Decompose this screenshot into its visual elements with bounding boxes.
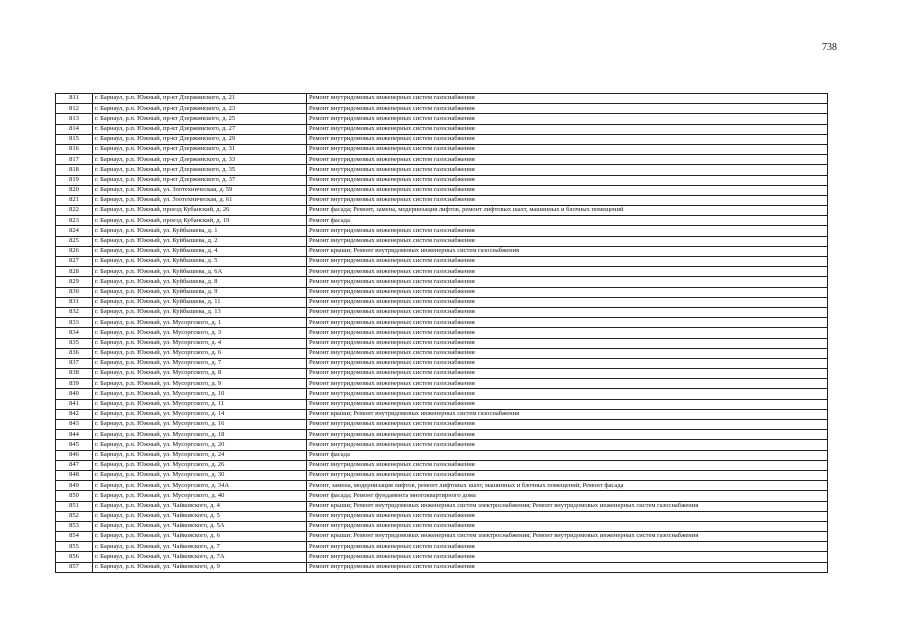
work-type-cell: Ремонт внутридомовых инженерных систем газоснабжения	[307, 114, 828, 124]
work-type-cell: Ремонт внутридомовых инженерных систем газоснабжения	[307, 348, 828, 358]
address-cell: г. Барнаул, р.п. Южный, ул. Куйбышева, д. 11	[93, 297, 307, 307]
table-row	[56, 124, 828, 134]
address-cell: г. Барнаул, р.п. Южный, ул. Чайковского, д. 7	[93, 542, 307, 552]
table-row	[56, 216, 828, 226]
row-number-cell: 812	[56, 104, 93, 114]
row-number-cell: 856	[56, 552, 93, 562]
repair-table	[55, 93, 828, 573]
table-row	[56, 379, 828, 389]
table-row	[56, 257, 828, 267]
table-row	[56, 297, 828, 307]
work-type-cell: Ремонт внутридомовых инженерных систем газоснабжения	[307, 470, 828, 480]
row-number-cell: 826	[56, 246, 93, 256]
work-type-cell: Ремонт внутридомовых инженерных систем газоснабжения	[307, 165, 828, 175]
table-row	[56, 267, 828, 277]
row-number-cell: 833	[56, 318, 93, 328]
address-cell: г. Барнаул, р.п. Южный, ул. Куйбышева, д. 9	[93, 287, 307, 297]
address-cell: г. Барнаул, р.п. Южный, ул. Мусоргского, д. 8	[93, 369, 307, 379]
row-number-cell: 840	[56, 389, 93, 399]
work-type-cell: Ремонт внутридомовых инженерных систем газоснабжения	[307, 358, 828, 368]
work-type-cell: Ремонт внутридомовых инженерных систем газоснабжения	[307, 318, 828, 328]
table-row	[56, 542, 828, 552]
work-type-cell: Ремонт внутридомовых инженерных систем газоснабжения	[307, 297, 828, 307]
work-type-cell: Ремонт внутридомовых инженерных систем газоснабжения	[307, 389, 828, 399]
table-row	[56, 328, 828, 338]
address-cell: г. Барнаул, р.п. Южный, ул. Мусоргского, д. 20	[93, 440, 307, 450]
work-type-cell: Ремонт внутридомовых инженерных систем газоснабжения	[307, 460, 828, 470]
work-type-cell: Ремонт фасада	[307, 216, 828, 226]
address-cell: г. Барнаул, р.п. Южный, пр-кт Дзержинского, д. 23	[93, 104, 307, 114]
address-cell: г. Барнаул, р.п. Южный, ул. Мусоргского, д. 7	[93, 358, 307, 368]
page-number: 738	[822, 42, 837, 53]
address-cell: г. Барнаул, р.п. Южный, ул. Мусоргского, д. 24	[93, 450, 307, 460]
table-row	[56, 206, 828, 216]
row-number-cell: 816	[56, 144, 93, 154]
table-row	[56, 501, 828, 511]
work-type-cell: Ремонт крыши; Ремонт внутридомовых инженерных систем электроснабжения; Ремонт внутридомовых инженерных систем газоснабжения	[307, 501, 828, 511]
work-type-cell: Ремонт внутридомовых инженерных систем газоснабжения	[307, 124, 828, 134]
row-number-cell: 845	[56, 440, 93, 450]
address-cell: г. Барнаул, р.п. Южный, пр-кт Дзержинского, д. 35	[93, 165, 307, 175]
work-type-cell: Ремонт внутридомовых инженерных систем газоснабжения	[307, 511, 828, 521]
row-number-cell: 854	[56, 532, 93, 542]
row-number-cell: 844	[56, 430, 93, 440]
address-cell: г. Барнаул, р.п. Южный, ул. Мусоргского, д. 40	[93, 491, 307, 501]
work-type-cell: Ремонт внутридомовых инженерных систем газоснабжения	[307, 185, 828, 195]
work-type-cell: Ремонт внутридомовых инженерных систем газоснабжения	[307, 430, 828, 440]
address-cell: г. Барнаул, р.п. Южный, ул. Куйбышева, д. 1	[93, 226, 307, 236]
address-cell: г. Барнаул, р.п. Южный, ул. Мусоргского, д. 34А	[93, 481, 307, 491]
table-row	[56, 430, 828, 440]
work-type-cell: Ремонт внутридомовых инженерных систем газоснабжения	[307, 236, 828, 246]
row-number-cell: 837	[56, 358, 93, 368]
row-number-cell: 814	[56, 124, 93, 134]
table-row	[56, 440, 828, 450]
work-type-cell: Ремонт внутридомовых инженерных систем газоснабжения	[307, 307, 828, 317]
row-number-cell: 811	[56, 94, 93, 104]
repair-table-container	[55, 93, 827, 573]
row-number-cell: 853	[56, 521, 93, 531]
address-cell: г. Барнаул, р.п. Южный, ул. Чайковского, д. 4	[93, 501, 307, 511]
row-number-cell: 815	[56, 134, 93, 144]
table-row	[56, 236, 828, 246]
table-row	[56, 348, 828, 358]
row-number-cell: 827	[56, 257, 93, 267]
table-row	[56, 226, 828, 236]
row-number-cell: 829	[56, 277, 93, 287]
address-cell: г. Барнаул, р.п. Южный, ул. Зоотехническая, д. 61	[93, 195, 307, 205]
row-number-cell: 838	[56, 369, 93, 379]
table-row	[56, 287, 828, 297]
work-type-cell: Ремонт внутридомовых инженерных систем газоснабжения	[307, 155, 828, 165]
work-type-cell: Ремонт внутридомовых инженерных систем газоснабжения	[307, 338, 828, 348]
table-row	[56, 195, 828, 205]
table-row	[56, 338, 828, 348]
work-type-cell: Ремонт внутридомовых инженерных систем газоснабжения	[307, 195, 828, 205]
row-number-cell: 850	[56, 491, 93, 501]
address-cell: г. Барнаул, р.п. Южный, ул. Мусоргского, д. 1	[93, 318, 307, 328]
row-number-cell: 830	[56, 287, 93, 297]
address-cell: г. Барнаул, р.п. Южный, ул. Мусоргского, д. 4	[93, 338, 307, 348]
work-type-cell: Ремонт внутридомовых инженерных систем газоснабжения	[307, 328, 828, 338]
row-number-cell: 822	[56, 206, 93, 216]
row-number-cell: 839	[56, 379, 93, 389]
row-number-cell: 851	[56, 501, 93, 511]
address-cell: г. Барнаул, р.п. Южный, ул. Куйбышева, д. 6А	[93, 267, 307, 277]
work-type-cell: Ремонт внутридомовых инженерных систем газоснабжения	[307, 104, 828, 114]
row-number-cell: 813	[56, 114, 93, 124]
work-type-cell: Ремонт внутридомовых инженерных систем газоснабжения	[307, 226, 828, 236]
row-number-cell: 846	[56, 450, 93, 460]
row-number-cell: 855	[56, 542, 93, 552]
row-number-cell: 843	[56, 420, 93, 430]
address-cell: г. Барнаул, р.п. Южный, ул. Чайковского, д. 5	[93, 511, 307, 521]
address-cell: г. Барнаул, р.п. Южный, ул. Зоотехническая, д. 59	[93, 185, 307, 195]
row-number-cell: 824	[56, 226, 93, 236]
table-row	[56, 134, 828, 144]
work-type-cell: Ремонт внутридомовых инженерных систем газоснабжения	[307, 257, 828, 267]
address-cell: г. Барнаул, р.п. Южный, пр-кт Дзержинского, д. 25	[93, 114, 307, 124]
address-cell: г. Барнаул, р.п. Южный, ул. Мусоргского, д. 3	[93, 328, 307, 338]
work-type-cell: Ремонт внутридомовых инженерных систем газоснабжения	[307, 562, 828, 572]
table-row	[56, 399, 828, 409]
work-type-cell: Ремонт крыши; Ремонт внутридомовых инженерных систем газоснабжения	[307, 409, 828, 419]
work-type-cell: Ремонт внутридомовых инженерных систем газоснабжения	[307, 440, 828, 450]
work-type-cell: Ремонт крыши; Ремонт внутридомовых инженерных систем газоснабжения	[307, 246, 828, 256]
table-row	[56, 470, 828, 480]
work-type-cell: Ремонт внутридомовых инженерных систем газоснабжения	[307, 144, 828, 154]
address-cell: г. Барнаул, р.п. Южный, ул. Куйбышева, д. 8	[93, 277, 307, 287]
work-type-cell: Ремонт внутридомовых инженерных систем газоснабжения	[307, 542, 828, 552]
work-type-cell: Ремонт внутридомовых инженерных систем газоснабжения	[307, 287, 828, 297]
table-row	[56, 358, 828, 368]
address-cell: г. Барнаул, р.п. Южный, ул. Мусоргского, д. 9	[93, 379, 307, 389]
row-number-cell: 836	[56, 348, 93, 358]
work-type-cell: Ремонт внутридомовых инженерных систем газоснабжения	[307, 267, 828, 277]
row-number-cell: 818	[56, 165, 93, 175]
address-cell: г. Барнаул, р.п. Южный, проезд Кубанский, д. 19	[93, 216, 307, 226]
address-cell: г. Барнаул, р.п. Южный, ул. Чайковского, д. 7А	[93, 552, 307, 562]
row-number-cell: 817	[56, 155, 93, 165]
work-type-cell: Ремонт внутридомовых инженерных систем газоснабжения	[307, 399, 828, 409]
table-row	[56, 175, 828, 185]
address-cell: г. Барнаул, р.п. Южный, пр-кт Дзержинского, д. 37	[93, 175, 307, 185]
table-row	[56, 318, 828, 328]
address-cell: г. Барнаул, р.п. Южный, пр-кт Дзержинского, д. 33	[93, 155, 307, 165]
work-type-cell: Ремонт внутридомовых инженерных систем газоснабжения	[307, 134, 828, 144]
work-type-cell: Ремонт фасада	[307, 450, 828, 460]
row-number-cell: 831	[56, 297, 93, 307]
table-row	[56, 246, 828, 256]
table-row	[56, 450, 828, 460]
work-type-cell: Ремонт фасада; Ремонт, замена, модернизация лифтов, ремонт лифтовых шахт, машинных и блочных помещений	[307, 206, 828, 216]
table-row	[56, 521, 828, 531]
work-type-cell: Ремонт фасада; Ремонт фундамента многоквартирного дома	[307, 491, 828, 501]
address-cell: г. Барнаул, р.п. Южный, пр-кт Дзержинского, д. 21	[93, 94, 307, 104]
table-row	[56, 389, 828, 399]
row-number-cell: 852	[56, 511, 93, 521]
address-cell: г. Барнаул, р.п. Южный, ул. Мусоргского, д. 16	[93, 420, 307, 430]
work-type-cell: Ремонт внутридомовых инженерных систем газоснабжения	[307, 521, 828, 531]
row-number-cell: 842	[56, 409, 93, 419]
address-cell: г. Барнаул, р.п. Южный, пр-кт Дзержинского, д. 27	[93, 124, 307, 134]
row-number-cell: 848	[56, 470, 93, 480]
address-cell: г. Барнаул, р.п. Южный, ул. Куйбышева, д. 4	[93, 246, 307, 256]
table-row	[56, 491, 828, 501]
work-type-cell: Ремонт внутридомовых инженерных систем газоснабжения	[307, 420, 828, 430]
address-cell: г. Барнаул, р.п. Южный, ул. Чайковского, д. 6	[93, 532, 307, 542]
table-row	[56, 185, 828, 195]
table-row	[56, 511, 828, 521]
table-row	[56, 420, 828, 430]
address-cell: г. Барнаул, р.п. Южный, ул. Мусоргского, д. 11	[93, 399, 307, 409]
table-row	[56, 155, 828, 165]
address-cell: г. Барнаул, р.п. Южный, ул. Чайковского, д. 9	[93, 562, 307, 572]
table-row	[56, 460, 828, 470]
table-row	[56, 114, 828, 124]
table-row	[56, 277, 828, 287]
table-row	[56, 144, 828, 154]
address-cell: г. Барнаул, р.п. Южный, ул. Куйбышева, д. 5	[93, 257, 307, 267]
table-row	[56, 165, 828, 175]
work-type-cell: Ремонт внутридомовых инженерных систем газоснабжения	[307, 277, 828, 287]
table-row	[56, 369, 828, 379]
work-type-cell: Ремонт внутридомовых инженерных систем газоснабжения	[307, 175, 828, 185]
table-body	[56, 94, 828, 573]
work-type-cell: Ремонт внутридомовых инженерных систем газоснабжения	[307, 369, 828, 379]
address-cell: г. Барнаул, р.п. Южный, ул. Куйбышева, д. 2	[93, 236, 307, 246]
address-cell: г. Барнаул, р.п. Южный, пр-кт Дзержинского, д. 31	[93, 144, 307, 154]
table-row	[56, 532, 828, 542]
address-cell: г. Барнаул, р.п. Южный, ул. Мусоргского, д. 14	[93, 409, 307, 419]
row-number-cell: 820	[56, 185, 93, 195]
row-number-cell: 834	[56, 328, 93, 338]
table-row	[56, 307, 828, 317]
address-cell: г. Барнаул, р.п. Южный, ул. Мусоргского, д. 6	[93, 348, 307, 358]
row-number-cell: 841	[56, 399, 93, 409]
row-number-cell: 835	[56, 338, 93, 348]
work-type-cell: Ремонт, замена, модернизация лифтов, ремонт лифтовых шахт, машинных и блочных помещений; Ремонт фасада	[307, 481, 828, 491]
address-cell: г. Барнаул, р.п. Южный, ул. Куйбышева, д. 13	[93, 307, 307, 317]
row-number-cell: 857	[56, 562, 93, 572]
work-type-cell: Ремонт крыши; Ремонт внутридомовых инженерных систем электроснабжения; Ремонт внутридомовых инженерных систем газоснабжения	[307, 532, 828, 542]
table-row	[56, 552, 828, 562]
table-row	[56, 481, 828, 491]
work-type-cell: Ремонт внутридомовых инженерных систем газоснабжения	[307, 94, 828, 104]
row-number-cell: 821	[56, 195, 93, 205]
work-type-cell: Ремонт внутридомовых инженерных систем газоснабжения	[307, 379, 828, 389]
address-cell: г. Барнаул, р.п. Южный, ул. Мусоргского, д. 30	[93, 470, 307, 480]
table-row	[56, 94, 828, 104]
address-cell: г. Барнаул, р.п. Южный, ул. Чайковского, д. 5А	[93, 521, 307, 531]
row-number-cell: 823	[56, 216, 93, 226]
row-number-cell: 828	[56, 267, 93, 277]
address-cell: г. Барнаул, р.п. Южный, ул. Мусоргского, д. 26	[93, 460, 307, 470]
address-cell: г. Барнаул, р.п. Южный, пр-кт Дзержинского, д. 29	[93, 134, 307, 144]
work-type-cell: Ремонт внутридомовых инженерных систем газоснабжения	[307, 552, 828, 562]
row-number-cell: 819	[56, 175, 93, 185]
address-cell: г. Барнаул, р.п. Южный, проезд Кубанский, д. 26	[93, 206, 307, 216]
table-row	[56, 562, 828, 572]
table-row	[56, 104, 828, 114]
row-number-cell: 832	[56, 307, 93, 317]
row-number-cell: 825	[56, 236, 93, 246]
row-number-cell: 847	[56, 460, 93, 470]
row-number-cell: 849	[56, 481, 93, 491]
table-row	[56, 409, 828, 419]
address-cell: г. Барнаул, р.п. Южный, ул. Мусоргского, д. 10	[93, 389, 307, 399]
address-cell: г. Барнаул, р.п. Южный, ул. Мусоргского, д. 18	[93, 430, 307, 440]
